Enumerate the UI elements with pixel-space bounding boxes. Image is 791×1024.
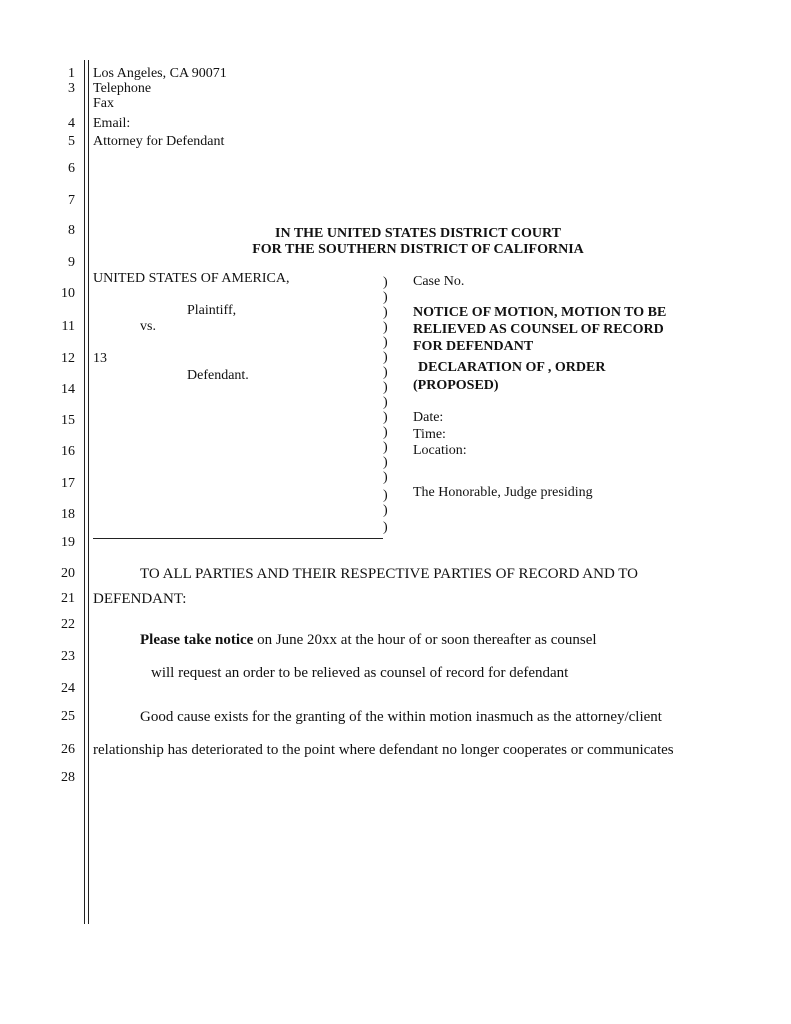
line-number: 11 — [61, 319, 75, 334]
telephone-line: Telephone — [93, 81, 152, 96]
line-number: 19 — [61, 535, 75, 550]
line-number: 1 — [68, 66, 75, 81]
line-number: 18 — [61, 507, 75, 522]
motion-title-2: RELIEVED AS COUNSEL OF RECORD — [413, 322, 664, 337]
line-number: 23 — [61, 649, 75, 664]
presiding-judge: The Honorable, Judge presiding — [413, 485, 593, 500]
hearing-location: Location: — [413, 443, 467, 458]
line-number: 25 — [61, 709, 75, 724]
court-heading-line-1: IN THE UNITED STATES DISTRICT COURT — [275, 226, 561, 241]
notice-paragraph — [140, 633, 597, 648]
caption-paren: ) — [383, 470, 388, 485]
caption-paren: ) — [383, 335, 388, 350]
caption-paren: ) — [383, 380, 388, 395]
caption-paren: ) — [383, 425, 388, 440]
line-number: 14 — [61, 382, 75, 397]
caption-paren: ) — [383, 520, 388, 535]
defendant-label: Defendant. — [187, 368, 249, 383]
line-number: 17 — [61, 476, 75, 491]
line-number: 26 — [61, 742, 75, 757]
line-number: 21 — [61, 591, 75, 606]
caption-paren: ) — [383, 320, 388, 335]
email-line: Email: — [93, 116, 131, 131]
line-number: 22 — [61, 617, 75, 632]
court-heading-line-2: FOR THE SOUTHERN DISTRICT OF CALIFORNIA — [252, 242, 584, 257]
notice-text: on June 20xx at the hour of or soon thereafter as counsel — [253, 632, 597, 648]
line-number: 12 — [61, 351, 75, 366]
line-number: 9 — [68, 255, 75, 270]
caption-paren: ) — [383, 440, 388, 455]
caption-paren: ) — [383, 305, 388, 320]
good-cause-line-2: relationship has deteriorated to the point where defendant no longer cooperates or communicates — [93, 742, 674, 758]
line-number: 10 — [61, 286, 75, 301]
line-number: 28 — [61, 770, 75, 785]
notice-line-2: will request an order to be relieved as counsel of record for defendant — [151, 665, 569, 681]
defendant-name: 13 — [93, 351, 107, 366]
fax-line: Fax — [93, 96, 114, 111]
good-cause-line-1: Good cause exists for the granting of the within motion inasmuch as the attorney/client — [140, 709, 662, 725]
line-number: 5 — [68, 134, 75, 149]
line-number: 6 — [68, 161, 75, 176]
hearing-time: Time: — [413, 427, 446, 442]
caption-paren: ) — [383, 350, 388, 365]
motion-title-1: NOTICE OF MOTION, MOTION TO BE — [413, 305, 667, 320]
caption-paren: ) — [383, 488, 388, 503]
address-to-defendant: DEFENDANT: — [93, 591, 187, 607]
caption-underline — [93, 538, 383, 539]
address-to-parties: TO ALL PARTIES AND THEIR RESPECTIVE PARTIES OF RECORD AND TO — [140, 566, 638, 582]
line-number: 16 — [61, 444, 75, 459]
caption-paren: ) — [383, 275, 388, 290]
hearing-date: Date: — [413, 410, 444, 425]
margin-rule-right — [88, 60, 89, 924]
line-number: 8 — [68, 223, 75, 238]
caption-paren: ) — [383, 395, 388, 410]
line-number: 20 — [61, 566, 75, 581]
motion-title-4: DECLARATION OF , ORDER — [418, 360, 606, 375]
caption-paren: ) — [383, 365, 388, 380]
caption-paren: ) — [383, 455, 388, 470]
caption-paren: ) — [383, 290, 388, 305]
plaintiff-name: UNITED STATES OF AMERICA, — [93, 271, 290, 286]
line-number: 4 — [68, 116, 75, 131]
motion-title-5: (PROPOSED) — [413, 378, 499, 393]
motion-title-3: FOR DEFENDANT — [413, 339, 534, 354]
caption-paren: ) — [383, 503, 388, 518]
address-line: Los Angeles, CA 90071 — [93, 66, 227, 81]
case-number: Case No. — [413, 274, 465, 289]
line-number: 3 — [68, 81, 75, 96]
margin-rule-left — [84, 60, 85, 924]
vs-label: vs. — [140, 319, 156, 334]
caption-paren: ) — [383, 410, 388, 425]
plaintiff-label: Plaintiff, — [187, 303, 237, 318]
line-number: 15 — [61, 413, 75, 428]
line-number: 7 — [68, 193, 75, 208]
attorney-for-line: Attorney for Defendant — [93, 134, 225, 149]
line-number: 24 — [61, 681, 75, 696]
notice-lead: Please take notice — [140, 632, 254, 648]
